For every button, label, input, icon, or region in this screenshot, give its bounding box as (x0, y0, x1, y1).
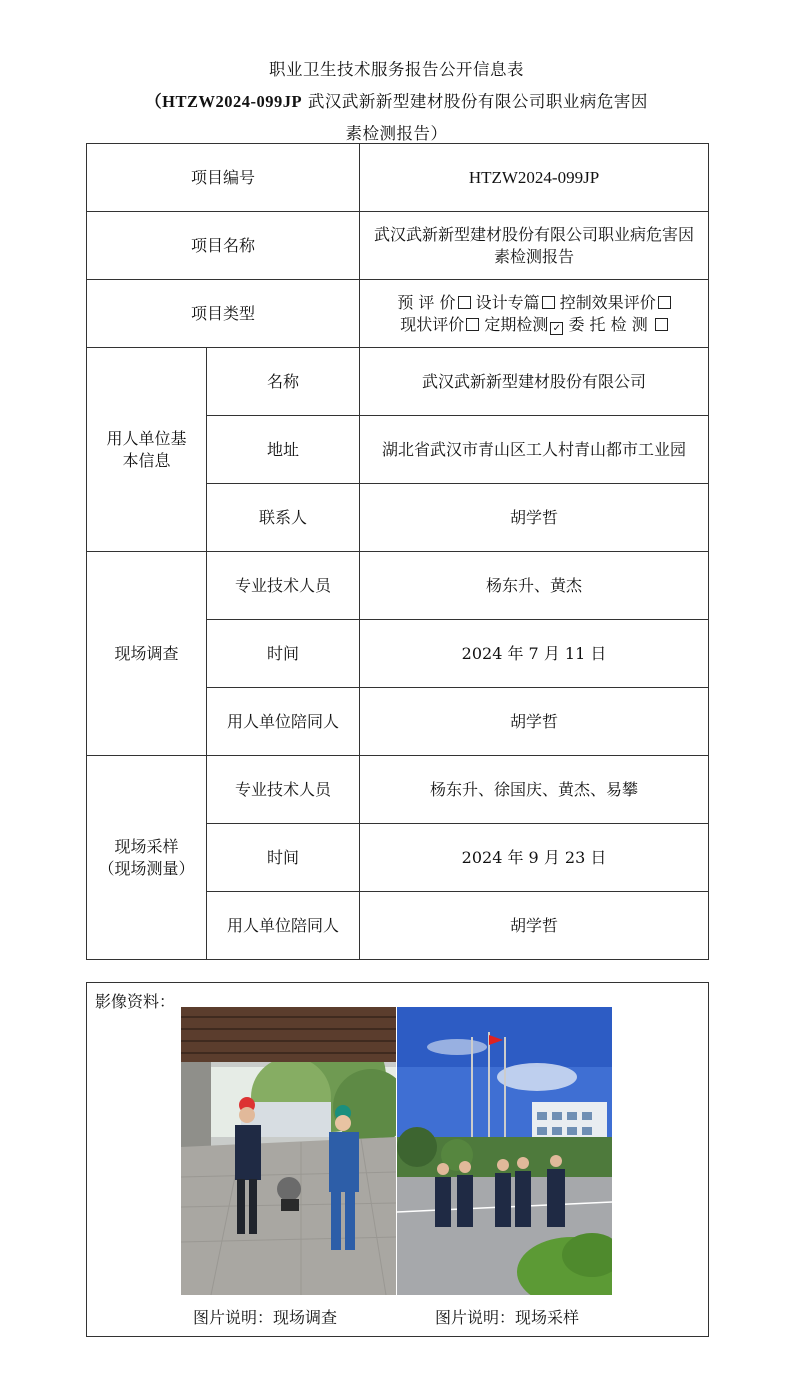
info-table (86, 143, 709, 960)
checkbox-control-eval[interactable] (658, 296, 671, 309)
project-type-options (360, 280, 709, 348)
sampling-group-line1: 现场采样 (114, 836, 179, 856)
survey-time-value: 2024 年 7 月 11 日 (360, 620, 709, 688)
survey-escort-label: 用人单位陪同人 (207, 688, 360, 756)
sampling-group-line2: （现场测量） (98, 858, 195, 878)
sampling-escort-value: 胡学哲 (360, 892, 709, 960)
site-survey-photo (181, 1007, 396, 1295)
survey-staff-label: 专业技术人员 (207, 552, 360, 620)
report-title-part1: 武汉武新新型建材股份有限公司职业病危害因 (302, 92, 648, 111)
project-type-label: 项目类型 (87, 280, 360, 348)
survey-staff-value: 杨东升、黄杰 (360, 552, 709, 620)
project-no-label: 项目编号 (87, 144, 360, 212)
checkbox-commissioned[interactable] (655, 318, 668, 331)
survey-group-label: 现场调查 (87, 552, 207, 756)
project-no-value: HTZW2024-099JP (360, 144, 709, 212)
type-option-control-eval: 控制效果评价 (559, 292, 656, 312)
table-row (87, 348, 709, 416)
media-label: 影像资料： (95, 992, 176, 1011)
employer-contact-label: 联系人 (207, 484, 360, 552)
type-option-status-eval: 现状评价 (400, 314, 465, 334)
report-title-part2: 素检测报告） (345, 124, 448, 143)
employer-group-label: 用人单位基本信息 (87, 348, 207, 552)
type-option-pre-eval: 预 评 价 (397, 292, 456, 312)
employer-name-label: 名称 (207, 348, 360, 416)
site-survey-photo-image (181, 1007, 396, 1295)
sampling-staff-value: 杨东升、徐国庆、黄杰、易攀 (360, 756, 709, 824)
project-name-label: 项目名称 (87, 212, 360, 280)
sampling-group-label (87, 756, 207, 960)
checkbox-status-eval[interactable] (466, 318, 479, 331)
project-name-value: 武汉武新新型建材股份有限公司职业病危害因素检测报告 (360, 212, 709, 280)
employer-contact-value: 胡学哲 (360, 484, 709, 552)
document-title: 职业卫生技术服务报告公开信息表 (269, 60, 524, 79)
employer-address-value: 湖北省武汉市青山区工人村青山都市工业园 (360, 416, 709, 484)
media-section (86, 982, 709, 1337)
survey-escort-value: 胡学哲 (360, 688, 709, 756)
report-code: （HTZW2024-099JP (145, 92, 303, 111)
checkbox-pre-eval[interactable] (458, 296, 471, 309)
photo-caption-survey: 图片说明：现场调查 (193, 1308, 338, 1327)
sampling-time-value: 2024 年 9 月 23 日 (360, 824, 709, 892)
table-row (87, 756, 709, 824)
table-row (87, 552, 709, 620)
checkbox-periodic-checked[interactable]: ✓ (550, 322, 563, 335)
employer-address-label: 地址 (207, 416, 360, 484)
checkbox-design[interactable] (542, 296, 555, 309)
type-option-design: 设计专篇 (475, 292, 540, 312)
project-type-line-1 (366, 292, 702, 314)
table-row (87, 212, 709, 280)
type-option-commissioned: 委 托 检 测 (568, 314, 648, 334)
survey-time-label: 时间 (207, 620, 360, 688)
type-option-periodic: 定期检测 (484, 314, 549, 334)
project-type-line-2 (366, 314, 702, 336)
table-row (87, 280, 709, 348)
photo-caption-sampling: 图片说明：现场采样 (435, 1308, 580, 1327)
site-sampling-photo (397, 1007, 612, 1295)
sampling-staff-label: 专业技术人员 (207, 756, 360, 824)
employer-name-value: 武汉武新新型建材股份有限公司 (360, 348, 709, 416)
document-subtitle (0, 88, 793, 112)
sampling-escort-label: 用人单位陪同人 (207, 892, 360, 960)
site-sampling-photo-image (397, 1007, 612, 1295)
sampling-time-label: 时间 (207, 824, 360, 892)
table-row (87, 144, 709, 212)
